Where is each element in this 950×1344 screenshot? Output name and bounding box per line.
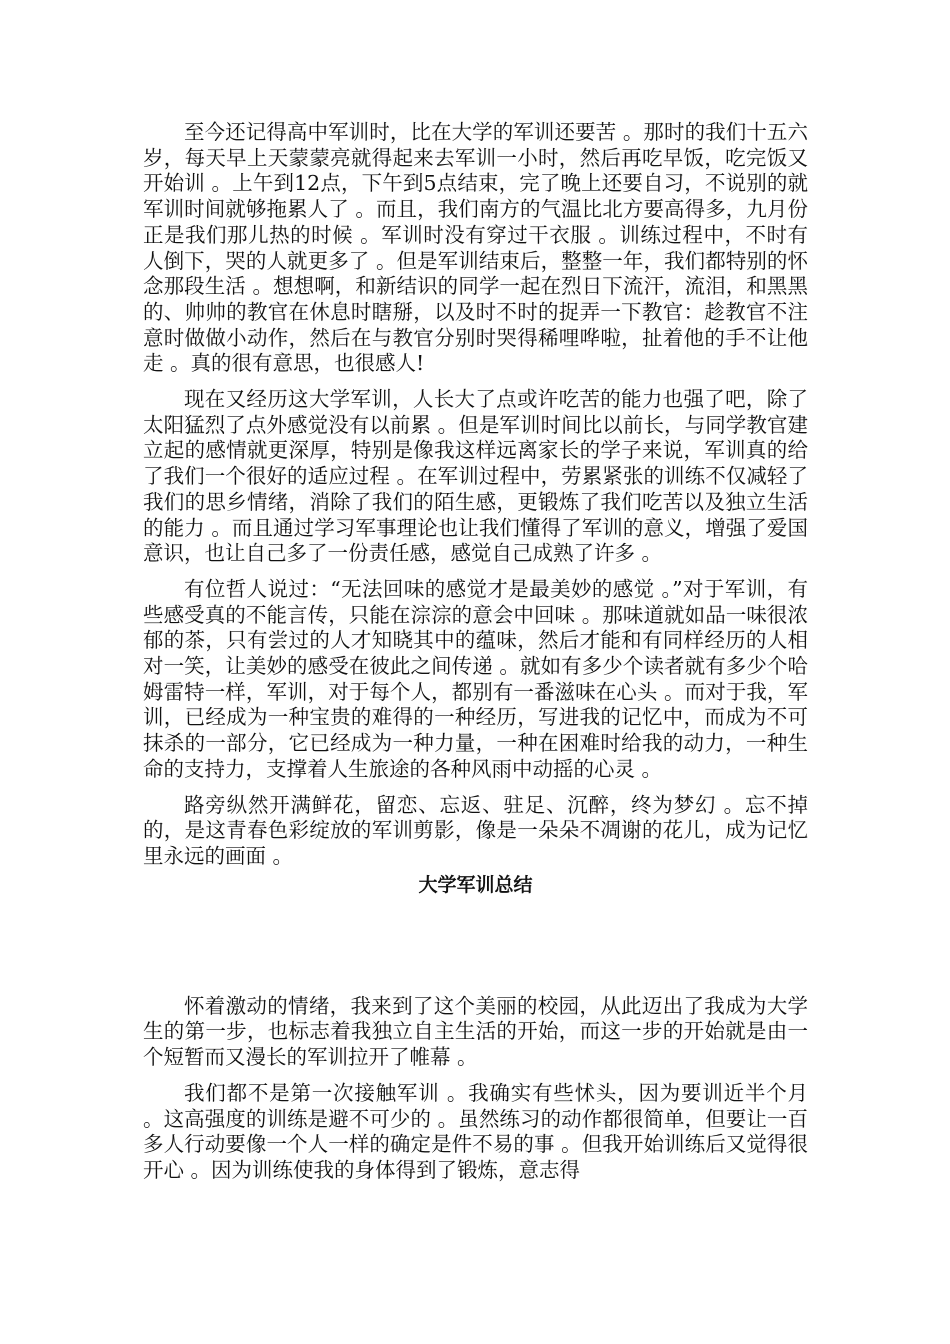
paragraph-3: 有位哲人说过：“无法回味的感觉才是最美妙的感觉 。”对于军训，有些感受真的不能言传，只能在淙淙的意会中回味 。那味道就如品一味很浓郁的茶，只有尝过的人才知晓其中的蕴味，然后才能和有同样经历的人相对一笑，让美妙的感受在彼此之间传递 。就如有多少个读者就有多少个哈姆雷特一样，军训，对于每个人，都别有一番滋味在心头 。而对于我，军训，已经成为一种宝贵的难得的一种经历，写进我的记忆中，而成为不可抹杀的一部分，它已经成为一种力量，一种在困难时给我的动力，一种生命的支持力，支撑着人生旅途的各种风雨中动摇的心灵 。	[143, 576, 808, 781]
paragraph-5: 怀着激动的情绪，我来到了这个美丽的校园，从此迈出了我成为大学生的第一步，也标志着我独立自主生活的开始，而这一步的开始就是由一个短暂而又漫长的军训拉开了帷幕 。	[143, 993, 808, 1070]
paragraph-4: 路旁纵然开满鲜花，留恋、忘返、驻足、沉醉，终为梦幻 。忘不掉的，是这青春色彩绽放的军训剪影，像是一朵朵不凋谢的花儿，成为记忆里永远的画面 。	[143, 792, 808, 868]
paragraph-6: 我们都不是第一次接触军训 。我确实有些怵头，因为要训近半个月 。这高强度的训练是避不可少的 。虽然练习的动作都很简单，但要让一百多人行动要像一个人一样的确定是件不易的事 。但我开始训练后又觉得很开心 。因为训练使我的身体得到了锻炼，意志得	[143, 1080, 808, 1182]
section-heading: 大学军训总结	[418, 873, 533, 896]
document-page	[143, 120, 808, 1194]
paragraph-1: 至今还记得高中军训时，比在大学的军训还要苦 。那时的我们十五六岁，每天早上天蒙蒙亮就得起来去军训一小时，然后再吃早饭，吃完饭又开始训 。上午到12点，下午到5点结束，完了晚上还要自习，不说别的就军训时间就够拖累人了 。而且，我们南方的气温比北方要高得多，九月份正是我们那儿热的时候 。军训时没有穿过干衣服 。训练过程中，不时有人倒下，哭的人就更多了 。但是军训结束后，整整一年，我们都特别的怀念那段生活 。想想啊，和新结识的同学一起在烈日下流汗，流泪，和黑黑的、帅帅的教官在休息时瞎掰，以及时不时的捉弄一下教官：趁教官不注意时做做小动作，然后在与教官分别时哭得稀哩哗啦，扯着他的手不让他走 。真的很有意思，也很感人!	[143, 120, 808, 376]
section-spacer	[143, 898, 808, 994]
paragraph-2: 现在又经历这大学军训，人长大了点或许吃苦的能力也强了吧，除了太阳猛烈了点外感觉没有以前累 。但是军训时间比以前长，与同学教官建立起的感情就更深厚，特别是像我这样远离家长的学子来说，军训真的给了我们一个很好的适应过程 。在军训过程中，劳累紧张的训练不仅减轻了我们的思乡情绪，消除了我们的陌生感，更锻炼了我们吃苦以及独立生活的能力 。而且通过学习军事理论也让我们懂得了军训的意义，增强了爱国意识，也让自己多了一份责任感，感觉自己成熟了许多 。	[143, 387, 808, 566]
